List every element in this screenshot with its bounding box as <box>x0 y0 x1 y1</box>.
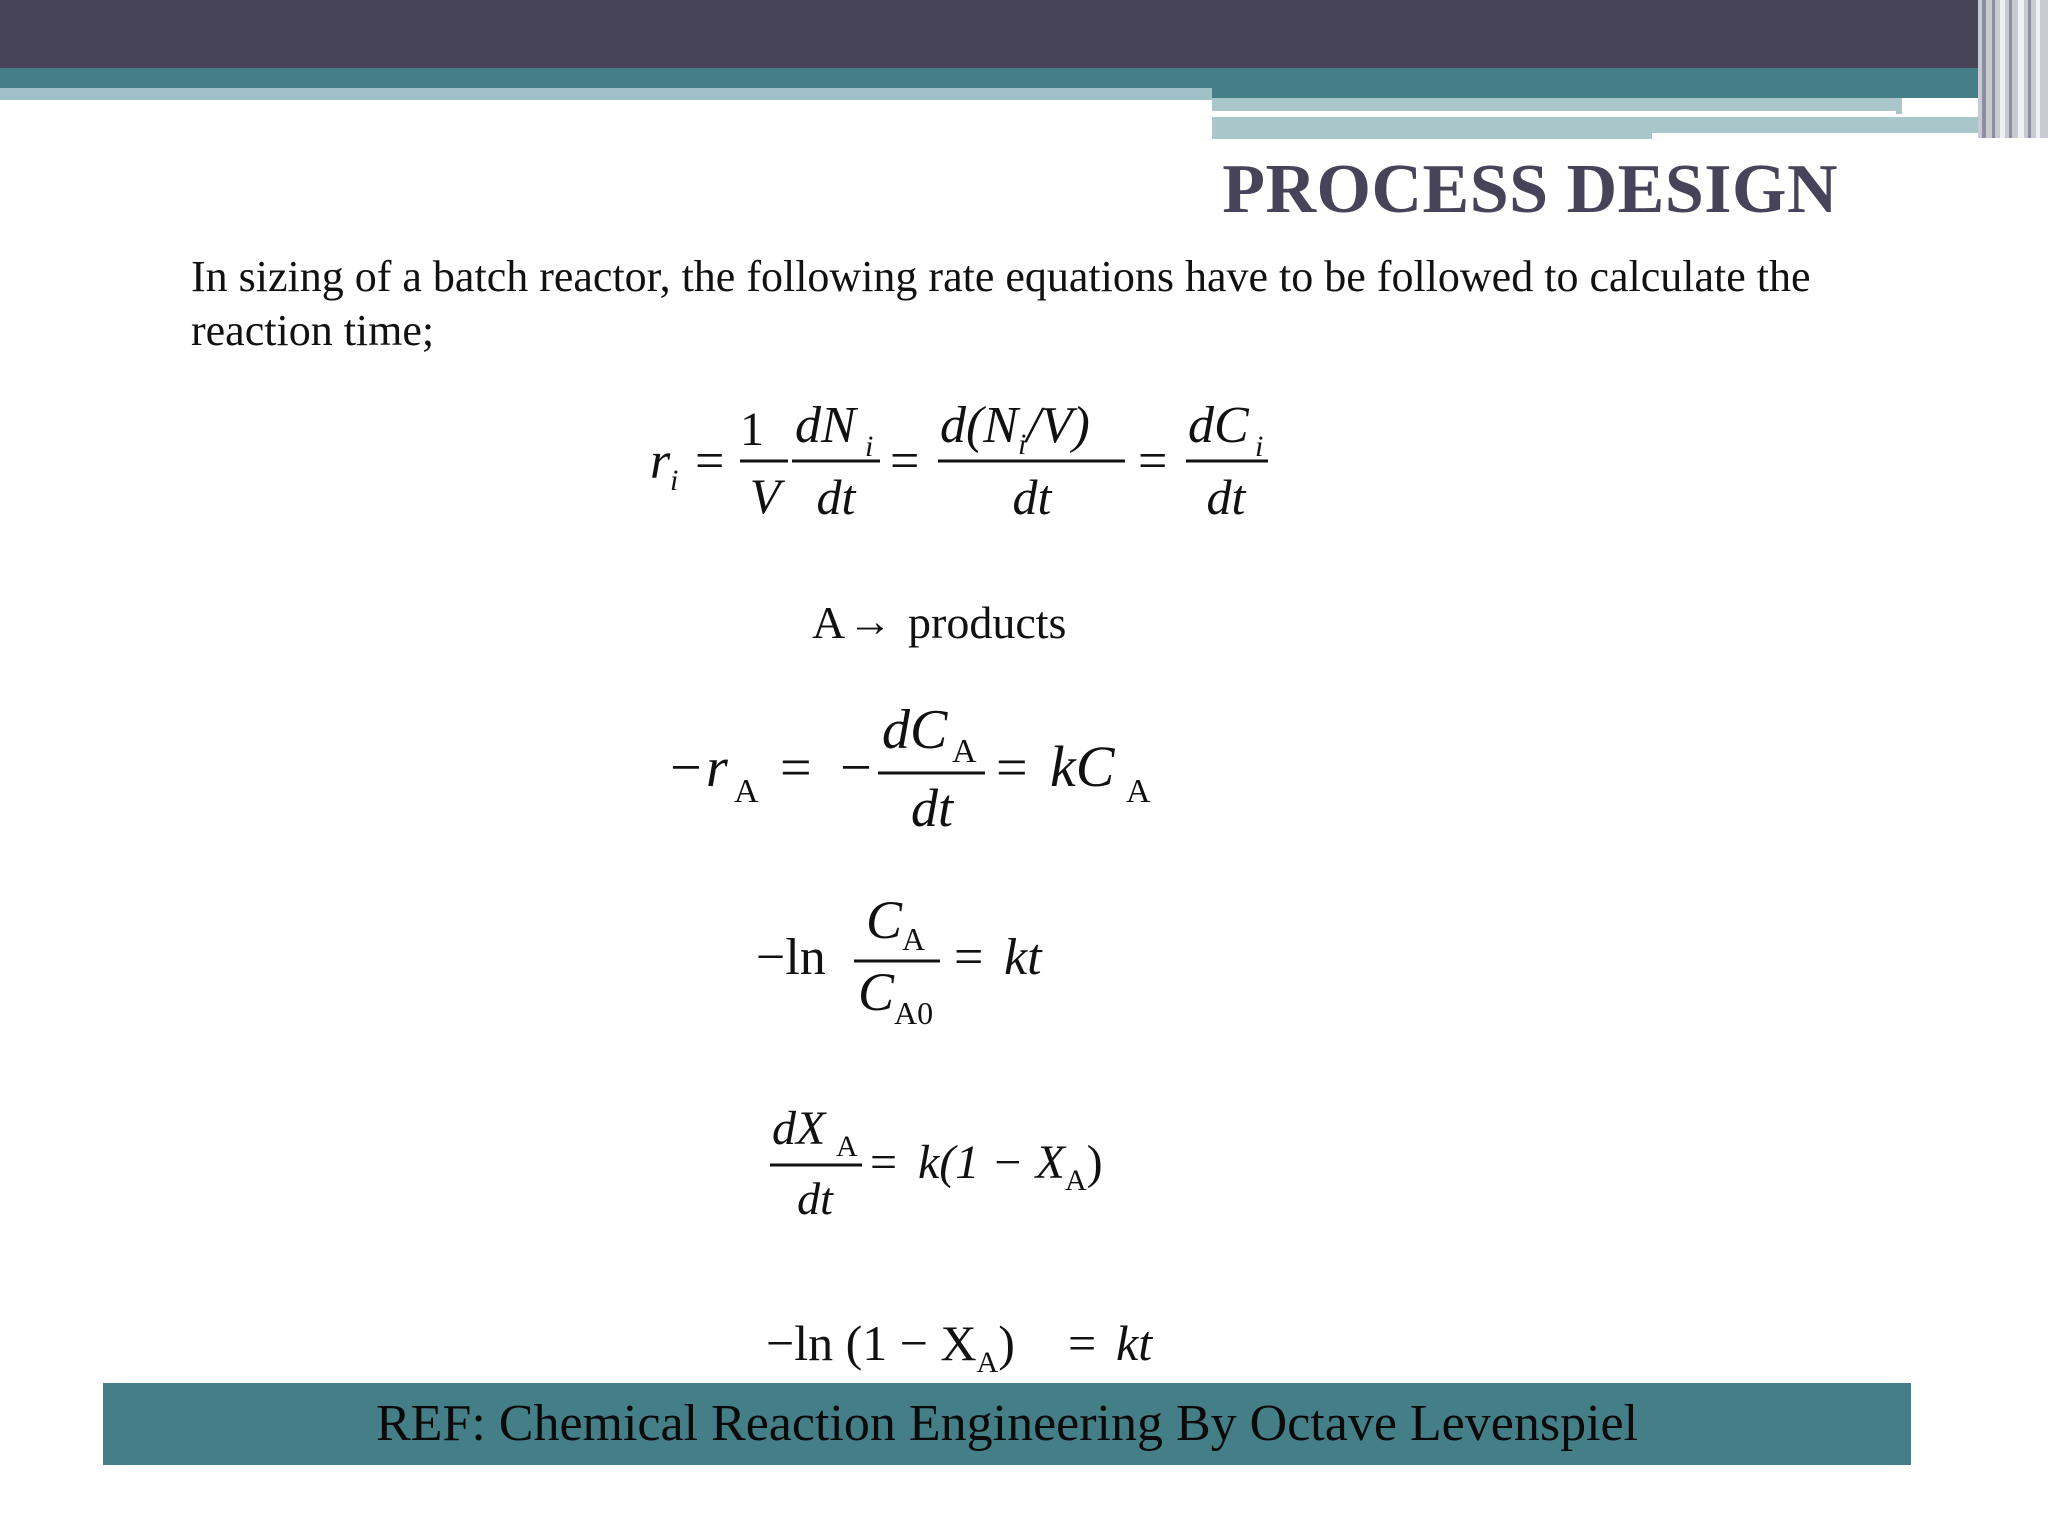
reference-text: REF: Chemical Reaction Engineering By Octave Levenspiel <box>375 1395 1639 1452</box>
eq1-frac4-numerator: dC <box>1188 397 1249 454</box>
eq1-frac3-numerator-a: d(N <box>940 397 1018 454</box>
eq1-equals-1: = <box>695 433 725 490</box>
eq1-lhs: r <box>650 433 671 490</box>
equation-integrated-conversion <box>766 1315 1153 1379</box>
eq4-denominator: C <box>858 962 895 1022</box>
eq1-frac1-numerator: 1 <box>740 403 764 456</box>
eq6-lhs-b: ) <box>998 1315 1015 1371</box>
eq1-frac2-denominator: dt <box>816 469 856 525</box>
eq2-product: products <box>908 597 1067 648</box>
eq5-numerator-subscript: A <box>836 1130 858 1163</box>
eq1-frac3-numerator-b: /V) <box>1026 397 1090 454</box>
eq4-rhs: kt <box>1004 929 1042 986</box>
eq5-denominator: dt <box>797 1173 833 1224</box>
eq3-equals-2: = <box>996 737 1028 799</box>
eq1-frac3-numerator-subscript: i <box>1018 428 1027 461</box>
eq3-equals-1: = <box>780 737 812 799</box>
equation-reaction <box>812 597 1066 648</box>
eq5-rhs-subscript: A <box>1065 1164 1087 1197</box>
eq3-lhs: r <box>706 737 728 799</box>
eq4-numerator: C <box>866 890 903 950</box>
eq5-numerator: dX <box>772 1102 826 1155</box>
eq3-lhs-subscript: A <box>734 773 759 810</box>
eq2-reactant: A <box>812 597 846 648</box>
slide-title: PROCESS DESIGN <box>1222 151 1838 228</box>
eq3-numerator: dC <box>882 699 948 761</box>
equation-rate-definition <box>650 397 1268 525</box>
eq1-equals-2: = <box>890 433 920 490</box>
equation-integrated-concentration <box>756 890 1043 1031</box>
eq3-rhs: kC <box>1050 734 1115 799</box>
eq4-prefix: −ln <box>756 929 826 986</box>
eq3-rhs-subscript: A <box>1126 773 1151 810</box>
eq6-equals: = <box>1068 1315 1097 1371</box>
eq6-lhs-group <box>766 1315 1015 1379</box>
eq3-lhs-minus: − <box>670 737 702 799</box>
eq1-equals-3: = <box>1138 433 1168 490</box>
eq5-rhs-b: ) <box>1086 1136 1103 1189</box>
eq1-frac4-numerator-subscript: i <box>1255 430 1264 463</box>
eq1-lhs-subscript: i <box>670 464 679 497</box>
equation-conversion-rate <box>770 1102 1103 1224</box>
eq1-frac3-denominator: dt <box>1012 469 1052 525</box>
eq3-numerator-subscript: A <box>952 733 977 770</box>
eq4-denominator-subscript: A0 <box>894 995 934 1031</box>
eq1-frac3-numerator-group <box>940 397 1090 461</box>
eq3-denominator: dt <box>910 778 954 838</box>
eq4-equals: = <box>954 929 984 986</box>
eq1-frac2-numerator-subscript: i <box>865 430 874 463</box>
eq2-arrow: → <box>848 597 892 646</box>
eq5-equals: = <box>870 1136 898 1189</box>
eq3-mid-minus: − <box>840 737 872 799</box>
eq6-lhs-subscript: A <box>976 1346 999 1379</box>
equation-rate-law <box>670 699 1151 838</box>
eq1-frac2-numerator: dN <box>795 397 856 454</box>
eq4-numerator-subscript: A <box>902 921 926 957</box>
eq5-rhs-group <box>918 1136 1103 1197</box>
intro-paragraph: In sizing of a batch reactor, the following rate equations have to be followed to calculate the reaction time; <box>191 252 1811 355</box>
eq1-frac4-denominator: dt <box>1206 469 1246 525</box>
eq1-frac1-denominator: V <box>749 468 781 524</box>
eq5-rhs-a: k(1 − X <box>918 1136 1065 1189</box>
eq6-lhs-a: −ln (1 − X <box>766 1315 977 1371</box>
eq6-rhs: kt <box>1116 1315 1153 1371</box>
